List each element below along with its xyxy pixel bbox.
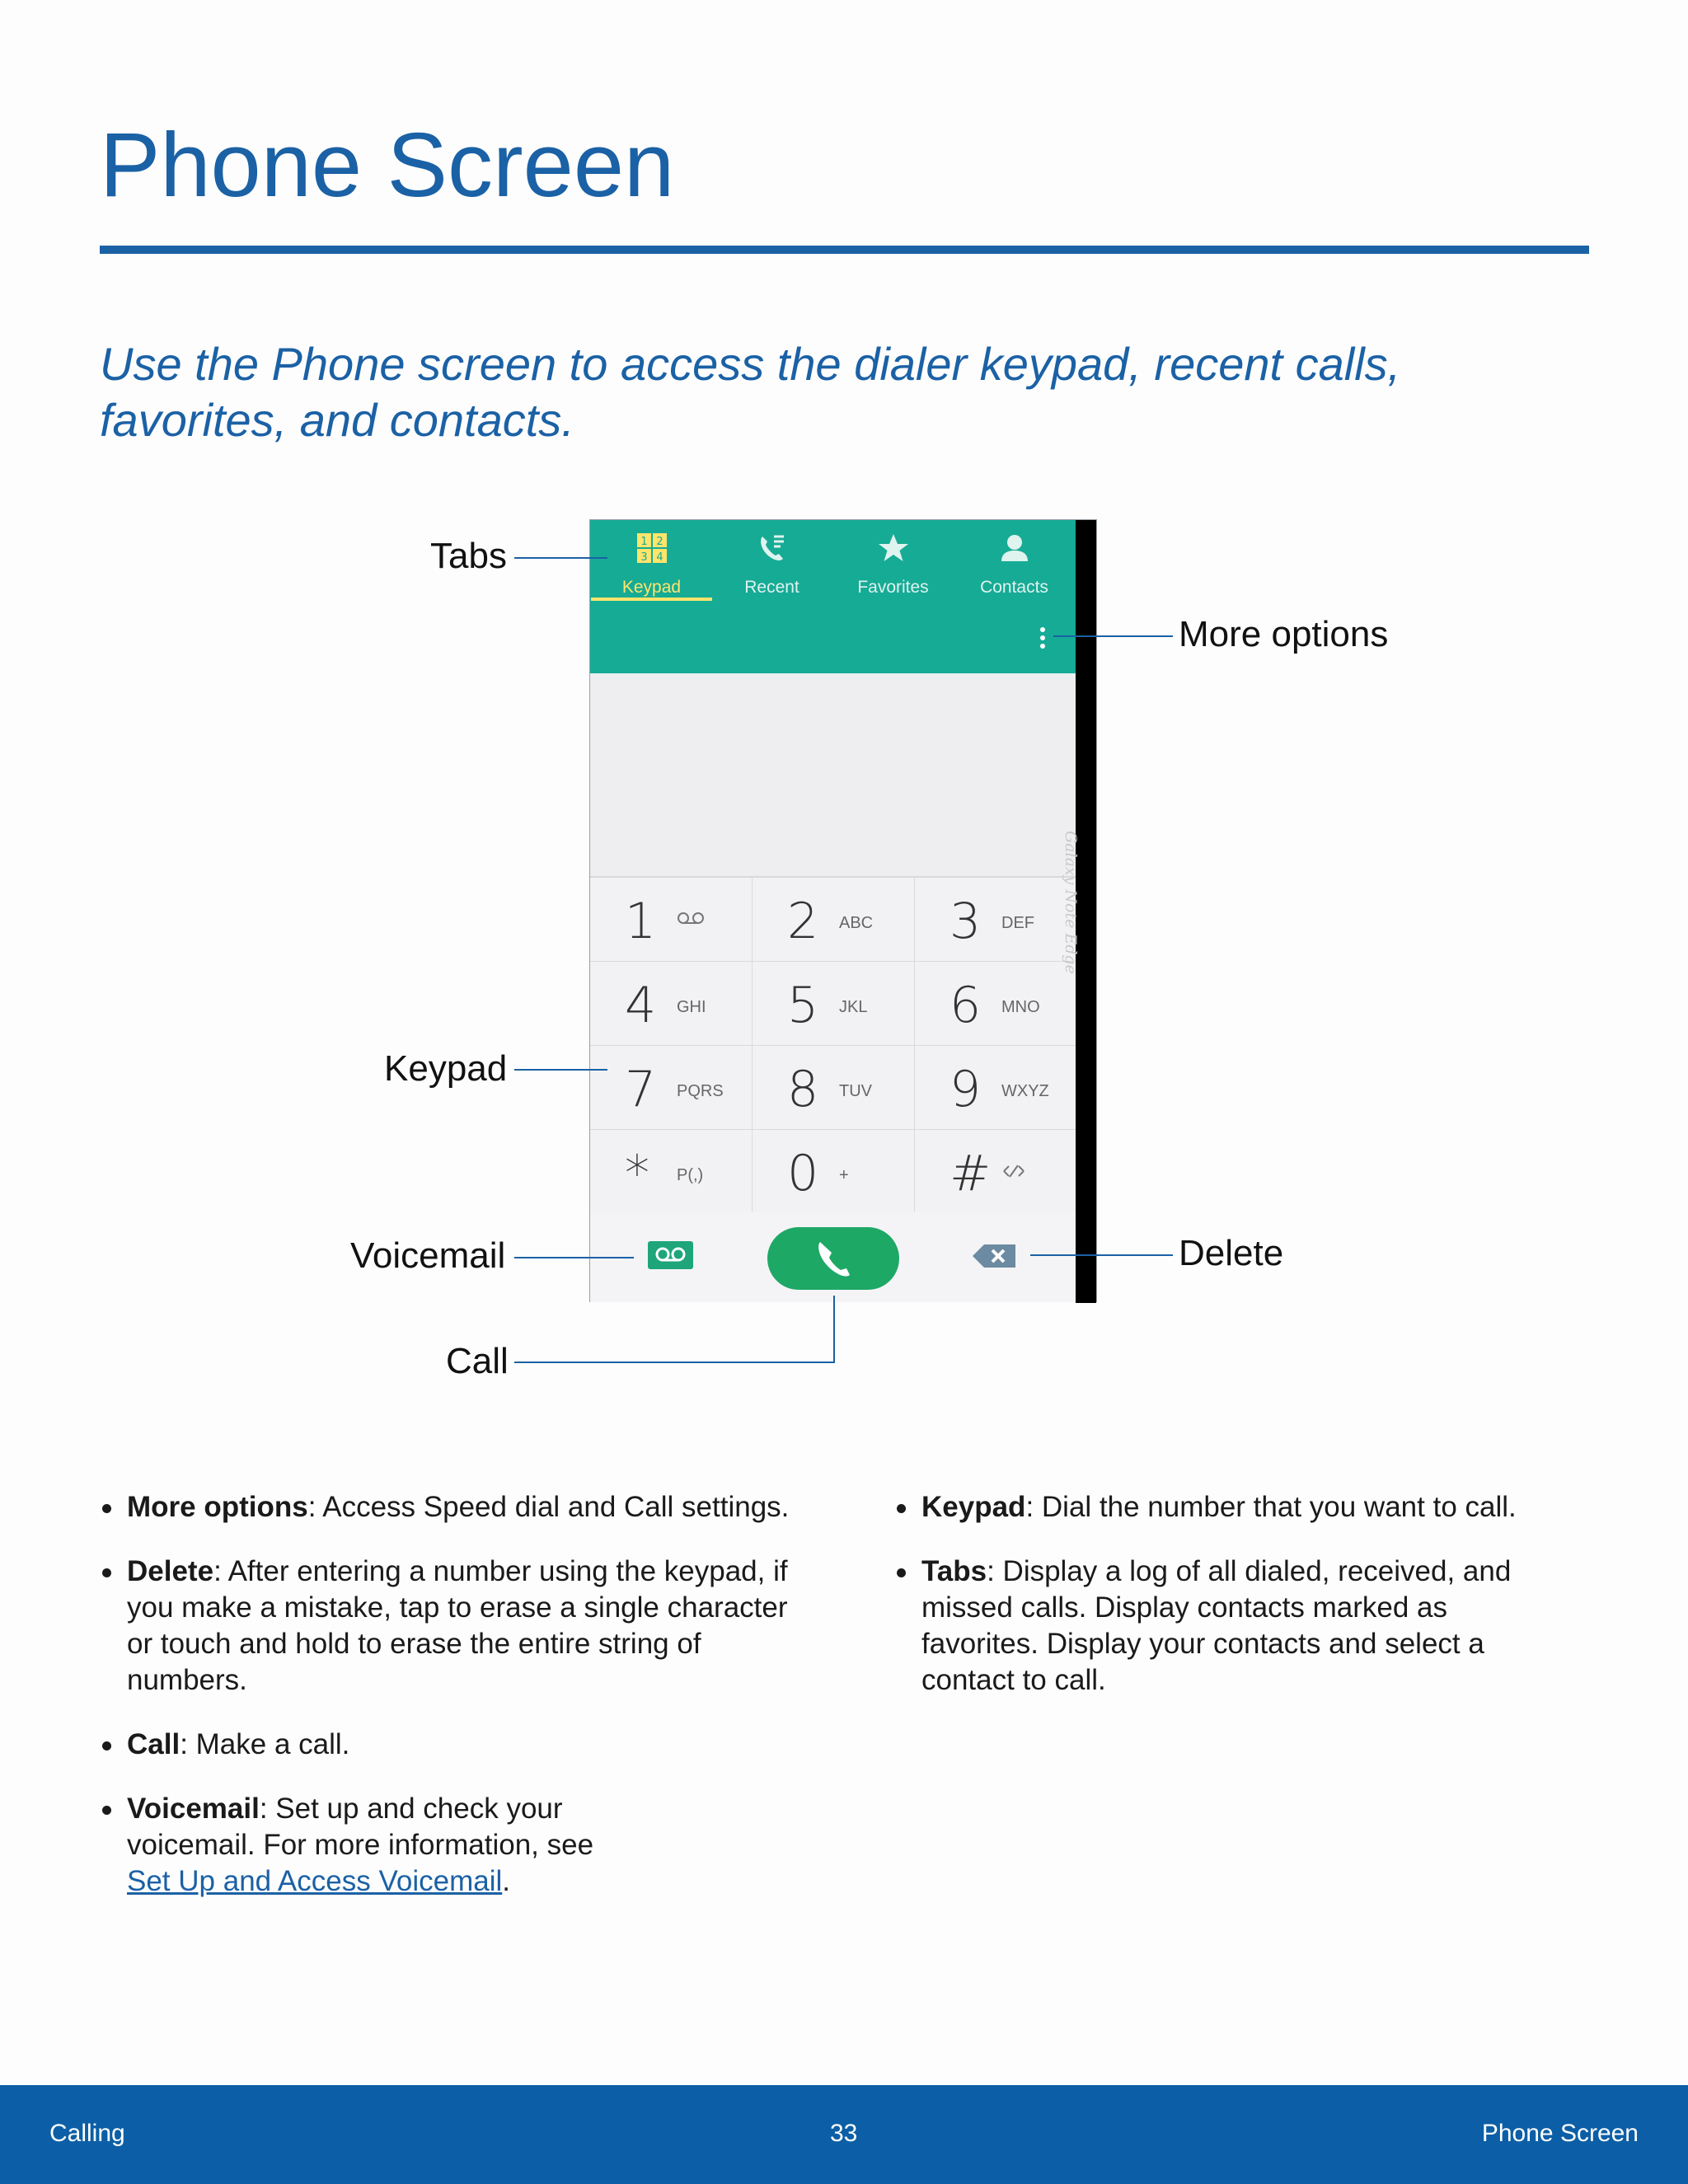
tab-label: Recent — [744, 578, 799, 597]
key-number: 3 — [950, 893, 982, 950]
key-number: 2 — [787, 893, 819, 950]
key-letters: DEF — [1001, 914, 1034, 932]
svg-text:2: 2 — [655, 536, 663, 548]
callout-more-options: More options — [1179, 614, 1389, 654]
callout-line — [514, 1361, 835, 1363]
callout-tabs: Tabs — [430, 536, 507, 576]
footer-section: Calling — [49, 2120, 125, 2147]
key-number: 6 — [950, 977, 982, 1034]
key-number: 5 — [787, 977, 819, 1034]
key-number: 9 — [950, 1061, 982, 1118]
voicemail-link[interactable]: Set Up and Access Voicemail — [127, 1865, 503, 1897]
page-number: 33 — [830, 2120, 858, 2147]
voicemail-icon — [677, 911, 705, 930]
tab-contacts[interactable] — [954, 532, 1074, 606]
phone-handset-icon — [767, 1227, 899, 1290]
key-letters: MNO — [1001, 998, 1040, 1016]
key-letters: JKL — [839, 998, 868, 1016]
call-button[interactable] — [767, 1227, 899, 1290]
tab-label: Favorites — [857, 578, 929, 597]
key-letters: WXYZ — [1001, 1082, 1049, 1100]
footer-title: Phone Screen — [1481, 2120, 1639, 2147]
key-hash[interactable] — [915, 1130, 1077, 1214]
list-item: Delete: After entering a number using the keypad, if you make a mistake, tap to erase a single character or touch and hold to erase the entire string of numbers. — [100, 1554, 809, 1699]
tab-favorites[interactable] — [833, 532, 953, 606]
title-rule — [100, 246, 1589, 254]
tab-recent[interactable] — [712, 532, 832, 606]
key-6[interactable] — [915, 962, 1077, 1046]
recent-calls-icon — [712, 532, 832, 573]
key-3[interactable] — [915, 878, 1077, 962]
callout-line — [833, 1296, 835, 1363]
star-icon — [833, 532, 953, 573]
callout-line — [1053, 635, 1173, 637]
list-item: Keypad: Dial the number that you want to call. — [894, 1489, 1554, 1526]
key-star[interactable] — [590, 1130, 753, 1214]
voicemail-icon — [648, 1241, 693, 1269]
tab-label: Contacts — [980, 578, 1048, 597]
list-item: More options: Access Speed dial and Call settings. — [100, 1489, 809, 1526]
callout-voicemail: Voicemail — [350, 1235, 506, 1276]
voicemail-button[interactable] — [648, 1241, 693, 1269]
key-letters: ABC — [839, 914, 874, 932]
key-2[interactable] — [753, 878, 915, 962]
svg-text:1: 1 — [640, 536, 648, 548]
key-7[interactable] — [590, 1046, 753, 1130]
svg-text:4: 4 — [655, 551, 663, 564]
action-row — [590, 1212, 1077, 1302]
key-number: 7 — [625, 1061, 657, 1118]
contact-person-icon — [954, 532, 1074, 573]
list-item: Voicemail: Set up and check your voicemail. For more information, see Set Up and Access Voicemail. — [100, 1791, 638, 1900]
tab-bar — [590, 520, 1077, 673]
bullets-left — [100, 1489, 809, 1928]
callout-line — [514, 1069, 607, 1071]
list-item: Tabs: Display a log of all dialed, received, and missed calls. Display contacts marked as favorites. Display your contacts and select a contact to call. — [894, 1554, 1531, 1699]
delete-button[interactable] — [969, 1240, 1019, 1272]
callout-line — [1030, 1254, 1173, 1256]
tab-keypad[interactable] — [592, 532, 711, 606]
key-5[interactable] — [753, 962, 915, 1046]
key-letters: P(,) — [677, 1166, 704, 1184]
intro-text: Use the Phone screen to access the dialer keypad, recent calls, favorites, and contacts. — [100, 338, 1401, 446]
number-display — [590, 673, 1077, 876]
callout-call: Call — [446, 1341, 509, 1381]
key-letters: + — [839, 1166, 849, 1184]
phone-screenshot — [589, 519, 1097, 1302]
key-letters: GHI — [677, 998, 706, 1016]
mute-icon — [1001, 1163, 1026, 1184]
callout-keypad: Keypad — [384, 1048, 508, 1089]
svg-text:3: 3 — [640, 551, 648, 564]
page-title: Phone Screen — [100, 115, 675, 216]
key-number: 8 — [787, 1061, 819, 1118]
key-number: * — [625, 1145, 649, 1202]
key-number: 0 — [787, 1145, 819, 1202]
key-9[interactable] — [915, 1046, 1077, 1130]
key-8[interactable] — [753, 1046, 915, 1130]
callout-line — [514, 1257, 634, 1258]
more-options-icon[interactable] — [1040, 627, 1048, 652]
backspace-icon — [969, 1240, 1019, 1272]
key-number: 4 — [625, 977, 657, 1034]
keypad-icon — [592, 532, 711, 573]
page-footer — [0, 2085, 1688, 2184]
active-tab-indicator — [591, 598, 712, 601]
callout-delete: Delete — [1179, 1233, 1284, 1273]
list-item: Call: Make a call. — [100, 1727, 809, 1763]
bullets-right — [894, 1489, 1554, 1727]
callout-line — [514, 557, 607, 559]
key-0[interactable] — [753, 1130, 915, 1214]
tab-label: Keypad — [621, 578, 682, 597]
key-letters: PQRS — [677, 1082, 724, 1100]
key-letters: TUV — [839, 1082, 872, 1100]
key-1[interactable] — [590, 878, 753, 962]
key-4[interactable] — [590, 962, 753, 1046]
key-number: # — [950, 1145, 992, 1202]
dial-keypad — [590, 876, 1077, 1214]
key-number: 1 — [625, 893, 657, 950]
